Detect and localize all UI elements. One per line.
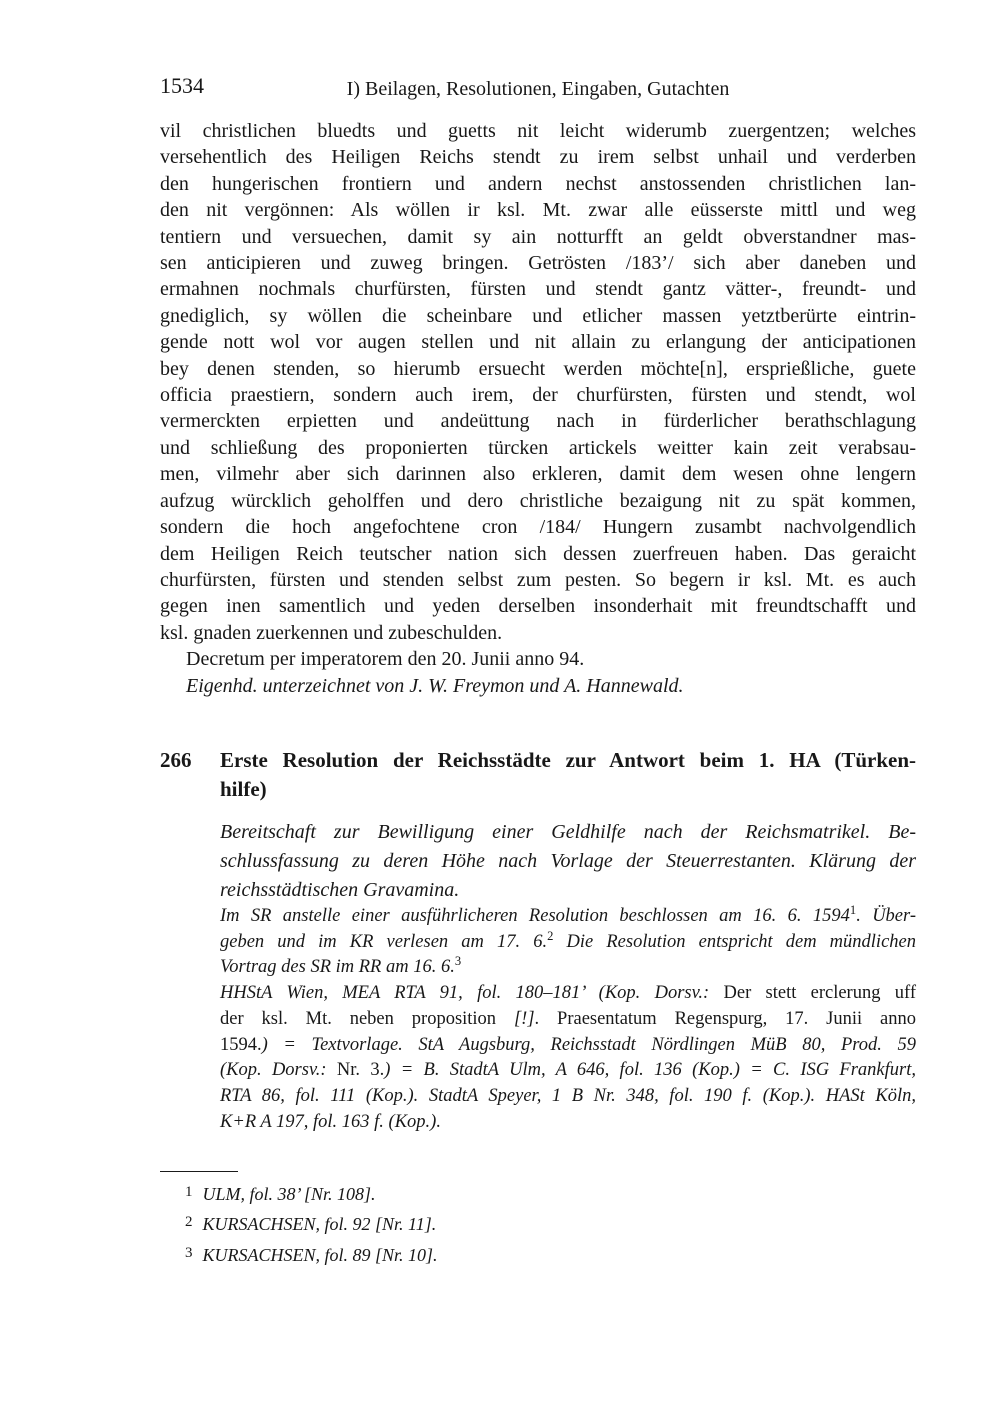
text-line: gegen inen samentlich und yeden derselben insonderhait mit freundtschafft und — [160, 595, 916, 618]
text-segment: K+R A 197, fol. 163 f. (Kop.). — [220, 1111, 441, 1132]
text-line — [220, 1058, 916, 1084]
footnote-marker: 1 — [849, 902, 857, 917]
text-line: reichsstädtischen Gravamina. — [220, 879, 460, 901]
footnote-number: 3 — [185, 1244, 193, 1261]
running-header: I) Beilagen, Resolutionen, Eingaben, Gutachten — [346, 78, 730, 100]
text-segment: Nr. 3. — [336, 1060, 385, 1081]
page-number: 1534 — [160, 73, 204, 98]
text-line — [220, 1084, 916, 1110]
footnotes-block — [160, 1178, 880, 1269]
text-line: aufzug würcklich geholffen und dero christliche bezaigung nit zu spät kommen, — [160, 489, 916, 512]
entry-number: 266 — [160, 748, 192, 772]
footnote-marker: 3 — [454, 954, 462, 969]
text-segment: Der stett erclerung uff — [723, 983, 916, 1004]
text-segment: Im SR anstelle einer ausführlicheren Resolution beschlossen am 16. 6. 1594 — [220, 906, 850, 926]
text-line: bey denen stenden, so hierumb ersuecht werden möchte[n], ersprießliche, guete — [160, 357, 916, 380]
text-line — [220, 981, 916, 1007]
text-segment: Vortrag des SR im RR am 16. 6. — [220, 957, 455, 978]
text-line: ksl. gnaden zuerkennen und zubeschulden. — [160, 621, 503, 644]
text-line: Bereitschaft zur Bewilligung einer Geldhilfe nach der Reichsmatrikel. Be- — [220, 821, 916, 843]
text-line: den hungerischen frontiern und andern nechst anstossenden christlichen lan- — [160, 172, 916, 195]
provenance-paragraph — [220, 981, 916, 1135]
text-line: tentiern und versuechen, damit sy ain notturfft an geldt obverstandner mas- — [160, 225, 916, 248]
text-segment: RTA 86, fol. 111 (Kop.). StadtA Speyer, 1 B Nr. 348, fol. 190 f. (Kop.). HASt Köln, — [220, 1085, 916, 1106]
text-line — [220, 930, 916, 956]
text-segment: ) = Textvorlage. StA Augsburg, Reichsstadt Nördlingen MüB 80, Prod. 59 — [261, 1034, 916, 1055]
text-segment: Die Resolution entspricht dem mündlichen — [553, 931, 916, 952]
text-segment: der ksl. Mt. neben proposition — [220, 1008, 514, 1029]
text-line — [220, 1110, 916, 1136]
text-segment: . Praesentatum Regenspurg, 17. Junii anno — [534, 1008, 916, 1029]
text-segment: 1594. — [220, 1034, 262, 1055]
footnote-text: KURSACHSEN, fol. 89 [Nr. 10]. — [202, 1244, 438, 1265]
footnote-item — [160, 1178, 880, 1208]
text-segment: (Kop. Dorsv.: — [220, 1060, 337, 1081]
text-line: men, vilmehr aber sich darinnen also erkleren, damit dem wesen ohne lengern — [160, 463, 916, 486]
text-line: versehentlich des Heiligen Reichs stendt zu irem selbst unhail und verderben — [160, 146, 916, 169]
footnote-separator — [160, 1171, 238, 1172]
footnote-number: 2 — [185, 1214, 193, 1231]
text-line: sen anticipieren und zuweg bringen. Getrösten /183’/ sich aber daneben und — [160, 252, 916, 275]
text-line — [220, 1033, 916, 1059]
text-segment: HHStA Wien, MEA RTA 91, fol. 180–181’ (Kop. Dorsv.: — [220, 983, 724, 1004]
signature-line: Eigenhd. unterzeichnet von J. W. Freymon und A. Hannewald. — [186, 674, 684, 697]
text-line — [220, 904, 916, 930]
decretum-line: Decretum per imperatorem den 20. Junii anno 94. — [186, 648, 585, 671]
text-line: gnediglich, sy wöllen die scheinbare und etlicher massen yetztberürte eintrin- — [160, 304, 916, 327]
text-segment: geben und im KR verlesen am 17. 6. — [220, 931, 548, 952]
text-line: schlussfassung zu deren Höhe nach Vorlage der Steuerrestanten. Klärung der — [220, 850, 916, 872]
text-line: officia praestiern, sondern auch irem, der churfürsten, fürsten und stendt, wol — [160, 384, 916, 407]
entry-title — [220, 746, 916, 804]
footnote-text: ULM, fol. 38’ [Nr. 108]. — [202, 1184, 376, 1204]
main-text-block — [160, 118, 916, 699]
text-line: hilfe) — [220, 777, 267, 801]
text-line: churfürsten, fürsten und stenden selbst zum pesten. So begern ir ksl. Mt. es auch — [160, 568, 916, 591]
text-line: Erste Resolution der Reichsstädte zur Antwort beim 1. HA (Türken- — [220, 748, 916, 772]
entry-heading — [160, 746, 916, 804]
text-line: den nit vergönnen: Als wöllen ir ksl. Mt. zwar alle eüsserste mittl und weg — [160, 199, 916, 222]
text-segment: [!] — [513, 1008, 535, 1029]
transmission-paragraph — [220, 904, 916, 981]
footnote-item — [160, 1239, 880, 1269]
footnote-item — [160, 1208, 880, 1238]
text-line: vermerckten erpietten und andeüttung nach in fürderlicher berathschlagung — [160, 410, 916, 433]
text-line: und schließung des proponierten türcken artickels weitter kain zeit verabsau- — [160, 436, 916, 459]
text-line — [220, 1007, 916, 1033]
text-line — [220, 955, 916, 981]
text-line: vil christlichen bluedts und guetts nit leicht widerumb zuergentzen; welches — [160, 120, 916, 142]
apparatus-block — [220, 904, 916, 1135]
text-line: gende nott wol vor augen stellen und nit allain zu erlangung der anticipationen — [160, 331, 916, 354]
text-line: ermahnen nochmals churfürsten, fürsten und stendt gantz vätter-, freundt- und — [160, 278, 916, 301]
text-line: dem Heiligen Reich teutscher nation sich dessen zuerfreuen haben. Das geraicht — [160, 542, 916, 565]
text-segment: ) = B. StadtA Ulm, A 646, fol. 136 (Kop.) = C. ISG Frankfurt, — [384, 1060, 916, 1081]
footnote-text: KURSACHSEN, fol. 92 [Nr. 11]. — [202, 1214, 437, 1235]
main-paragraph — [160, 118, 916, 646]
entry-summary — [220, 818, 916, 905]
text-segment: . Über- — [856, 906, 917, 926]
text-line: sondern die hoch angefochtene cron /184/ Hungern zusambt nachvolgendlich — [160, 516, 916, 539]
footnote-number: 1 — [185, 1184, 193, 1200]
footnote-marker: 2 — [547, 928, 554, 943]
